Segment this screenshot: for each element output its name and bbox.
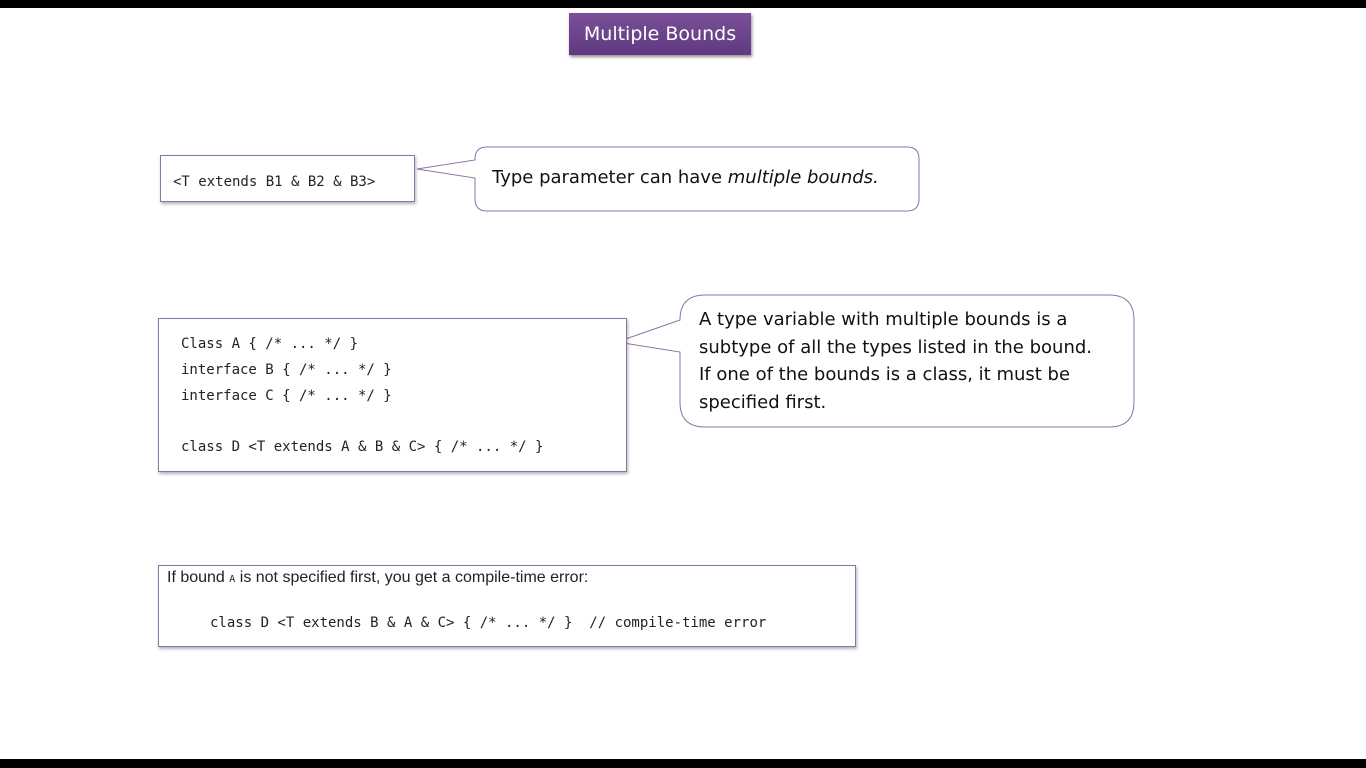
note-prefix: If bound	[167, 569, 230, 586]
code-line-interface-c: interface C { /* ... */ }	[181, 388, 392, 404]
callout-multiple-bounds	[492, 167, 879, 188]
callout-2-line: subtype of all the types listed in the bound.	[699, 336, 1092, 358]
compile-error-note	[167, 569, 588, 587]
code-multiple-bounds: <T extends B1 & B2 & B3>	[173, 174, 376, 190]
callout-2-line: If one of the bounds is a class, it must be	[699, 364, 1071, 385]
code-line-class-a: Class A { /* ... */ }	[181, 336, 359, 352]
callout-2-line: A type variable with multiple bounds is a	[699, 309, 1068, 330]
slide-title: Multiple Bounds	[569, 13, 751, 55]
callout-2-line: specified first.	[699, 391, 827, 413]
code-box-class-example	[158, 318, 627, 472]
code-compile-error: class D <T extends B & A & C> { /* ... */ } // compile-time error	[210, 615, 767, 631]
callout-1-prefix: Type parameter can have	[492, 167, 728, 188]
slide	[0, 8, 1366, 759]
note-bound-letter: A	[229, 574, 236, 585]
code-box-compile-error	[158, 565, 856, 647]
code-box-multiple-bounds	[160, 155, 415, 202]
code-line-class-d: class D <T extends A & B & C> { /* ... */ }	[181, 439, 544, 455]
note-suffix: is not specified first, you get a compile-time error:	[235, 569, 589, 586]
callout-bound-ordering	[699, 306, 1119, 416]
callout-1-emphasis: multiple bounds.	[727, 167, 879, 188]
code-line-interface-b: interface B { /* ... */ }	[181, 362, 392, 378]
